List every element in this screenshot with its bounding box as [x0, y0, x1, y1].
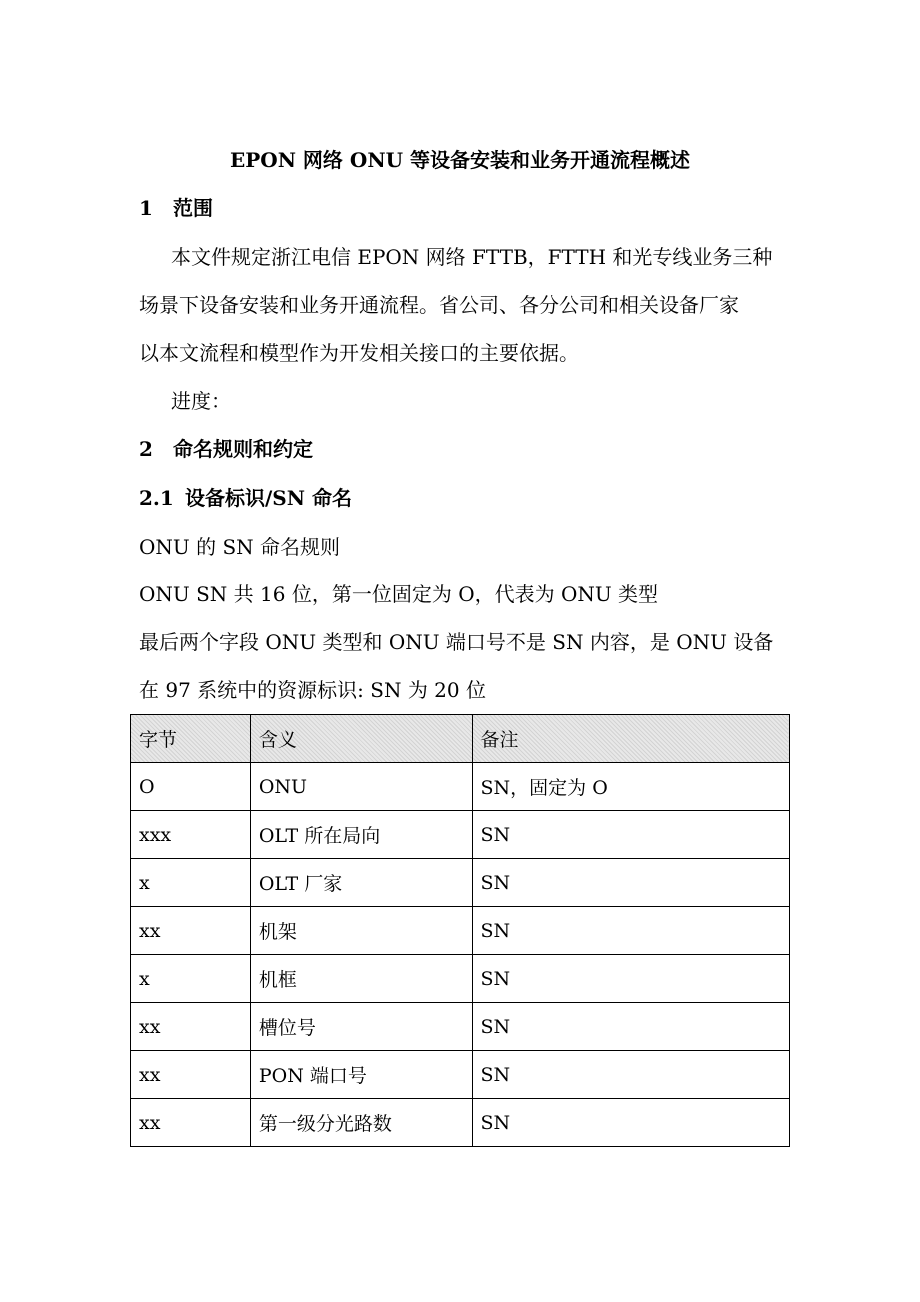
body-line-4: 在 97 系统中的资源标识: SN 为 20 位	[139, 678, 486, 702]
scope-line-3: 以本文流程和模型作为开发相关接口的主要依据。	[139, 341, 579, 365]
table-row	[131, 811, 790, 859]
sn-field-table	[130, 714, 790, 1147]
scope-line-2: 场景下设备安装和业务开通流程。省公司、各分公司和相关设备厂家	[139, 293, 739, 317]
cell-meaning: OLT 厂家	[250, 859, 472, 907]
cell-remark: SN	[472, 907, 789, 955]
cell-byte: xx	[131, 907, 251, 955]
cell-meaning: 第一级分光路数	[250, 1099, 472, 1147]
cell-byte: x	[131, 859, 251, 907]
cell-byte: x	[131, 955, 251, 1003]
document-title: EPON 网络 ONU 等设备安装和业务开通流程概述	[229, 148, 691, 172]
cell-meaning: 槽位号	[250, 1003, 472, 1051]
section-2-title: 命名规则和约定	[173, 437, 313, 461]
table-row	[131, 907, 790, 955]
scope-line-1: 本文件规定浙江电信 EPON 网络 FTTB，FTTH 和光专线业务三种	[171, 245, 773, 269]
cell-meaning: 机架	[250, 907, 472, 955]
cell-meaning: 机框	[250, 955, 472, 1003]
cell-byte: O	[131, 763, 251, 811]
cell-byte: xx	[131, 1003, 251, 1051]
section-1-title: 范围	[173, 196, 213, 220]
header-byte: 字节	[131, 715, 251, 763]
cell-byte: xx	[131, 1099, 251, 1147]
cell-remark: SN	[472, 811, 789, 859]
cell-meaning: OLT 所在局向	[250, 811, 472, 859]
body-line-1: ONU 的 SN 命名规则	[139, 535, 341, 559]
body-line-2: ONU SN 共 16 位，第一位固定为 O，代表为 ONU 类型	[139, 582, 659, 606]
body-line-3: 最后两个字段 ONU 类型和 ONU 端口号不是 SN 内容，是 ONU 设备	[139, 630, 774, 654]
table-row	[131, 763, 790, 811]
header-remark: 备注	[472, 715, 789, 763]
table-row	[131, 859, 790, 907]
cell-remark: SN	[472, 955, 789, 1003]
cell-byte: xx	[131, 1051, 251, 1099]
cell-remark: SN	[472, 859, 789, 907]
cell-remark: SN	[472, 1099, 789, 1147]
section-2-1-title: 设备标识/SN 命名	[185, 486, 352, 510]
table-row	[131, 955, 790, 1003]
cell-meaning: PON 端口号	[250, 1051, 472, 1099]
section-2-1-number: 2.1	[139, 486, 174, 510]
table-row	[131, 1099, 790, 1147]
progress-label: 进度：	[171, 389, 231, 413]
section-2-1-heading	[139, 484, 352, 512]
cell-meaning: ONU	[250, 763, 472, 811]
table-header-row	[131, 715, 790, 763]
cell-byte: xxx	[131, 811, 251, 859]
cell-remark: SN	[472, 1003, 789, 1051]
section-1-number: 1	[139, 196, 153, 220]
cell-remark: SN	[472, 1051, 789, 1099]
table-row	[131, 1003, 790, 1051]
header-meaning: 含义	[250, 715, 472, 763]
table-row	[131, 1051, 790, 1099]
section-1-heading	[139, 194, 213, 222]
cell-remark: SN，固定为 O	[472, 763, 789, 811]
section-2-heading	[139, 435, 313, 463]
section-2-number: 2	[139, 437, 153, 461]
